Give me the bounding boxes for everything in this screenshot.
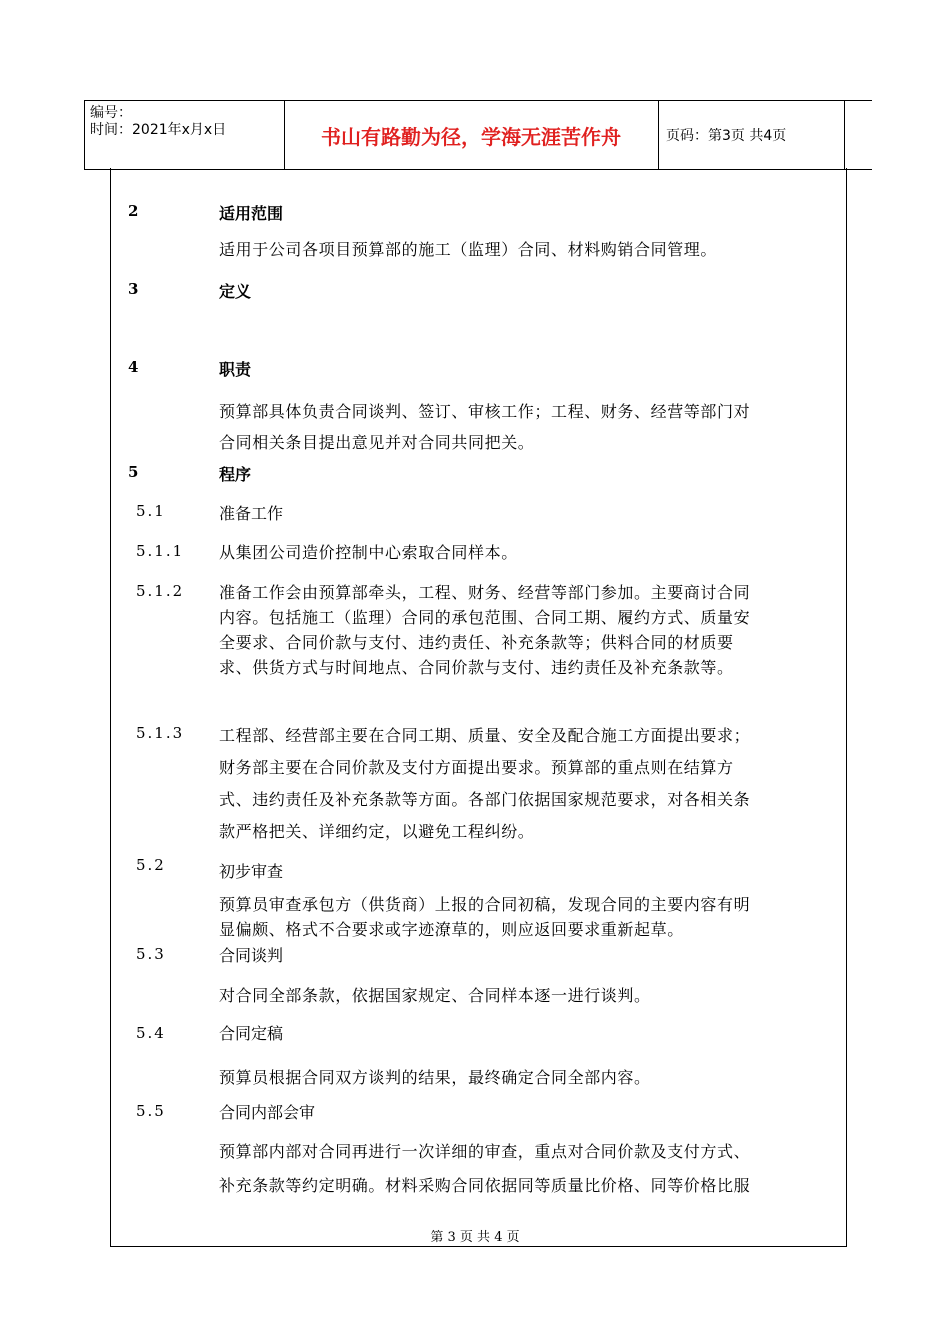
paragraph-line: 式、违约责任及补充条款等方面。各部门依据国家规范要求，对各相关条 — [219, 790, 751, 809]
header-divider — [84, 101, 85, 169]
section-title: 适用范围 — [219, 204, 284, 223]
subsection-paragraph — [219, 580, 849, 680]
paragraph-line: 补充条款等约定明确。材料采购合同依据同等质量比价格、同等价格比服 — [219, 1176, 751, 1195]
subsection-number: 5.1 — [136, 502, 166, 520]
section-number: 3 — [128, 280, 139, 298]
paragraph-line: 内容。包括施工（监理）合同的承包范围、合同工期、履约方式、质量安 — [219, 608, 751, 627]
paragraph-line: 预算部内部对合同再进行一次详细的审查，重点对合同价款及支付方式、 — [219, 1142, 751, 1161]
section-paragraph — [219, 396, 849, 458]
subsection-number: 5.1.2 — [136, 582, 185, 600]
section-number: 2 — [128, 202, 139, 220]
page-footer: 第 3 页 共 4 页 — [430, 1230, 520, 1245]
paragraph-line: 预算员审查承包方（供货商）上报的合同初稿，发现合同的主要内容有明 — [219, 895, 751, 914]
subsection-title: 初步审查 — [219, 862, 284, 881]
subsection-paragraph — [219, 892, 849, 942]
subsection-title: 合同内部会审 — [219, 1103, 316, 1122]
paragraph-line: 准备工作会由预算部牵头，工程、财务、经营等部门参加。主要商讨合同 — [219, 583, 751, 602]
subsection-text: 从集团公司造价控制中心索取合同样本。 — [219, 543, 518, 562]
paragraph-line: 财务部主要在合同价款及支付方面提出要求。预算部的重点则在结算方 — [219, 758, 734, 777]
subsection-title: 准备工作 — [219, 504, 284, 523]
section-number: 4 — [128, 358, 139, 376]
subsection-text: 预算员根据合同双方谈判的结果，最终确定合同全部内容。 — [219, 1068, 651, 1087]
subsection-number: 5.1.3 — [136, 724, 185, 742]
paragraph-line: 显偏颇、格式不合要求或字迹潦草的，则应返回要求重新起草。 — [219, 920, 684, 939]
paragraph-line: 合同相关条目提出意见并对合同共同把关。 — [219, 433, 535, 452]
header-divider — [658, 101, 659, 169]
frame-bottom-border — [110, 1246, 847, 1247]
frame-left-border — [110, 168, 111, 1246]
section-text: 适用于公司各项目预算部的施工（监理）合同、材料购销合同管理。 — [219, 240, 718, 259]
subsection-title: 合同谈判 — [219, 946, 284, 965]
subsection-text: 对合同全部条款，依据国家规定、合同样本逐一进行谈判。 — [219, 986, 651, 1005]
document-number: 编号： — [90, 105, 132, 121]
subsection-number: 5.1.1 — [136, 542, 185, 560]
section-number: 5 — [128, 463, 139, 481]
subsection-paragraph — [219, 720, 849, 848]
paragraph-line: 款严格把关、详细约定，以避免工程纠纷。 — [219, 822, 535, 841]
section-title: 程序 — [219, 465, 252, 484]
subsection-number: 5.5 — [136, 1102, 166, 1120]
header-motto: 书山有路勤为径，学海无涯苦作舟 — [321, 124, 621, 149]
document-time: 时间：2021年x月x日 — [90, 122, 227, 138]
paragraph-line: 求、供货方式与时间地点、合同价款与支付、违约责任及补充条款等。 — [219, 658, 734, 677]
header-divider — [844, 101, 845, 169]
header-meta — [90, 105, 226, 139]
paragraph-line: 工程部、经营部主要在合同工期、质量、安全及配合施工方面提出要求； — [219, 726, 751, 745]
paragraph-line: 全要求、合同价款与支付、违约责任、补充条款等；供料合同的材质要 — [219, 633, 734, 652]
paragraph-line: 预算部具体负责合同谈判、签订、审核工作；工程、财务、经营等部门对 — [219, 402, 751, 421]
section-title: 定义 — [219, 282, 252, 301]
subsection-number: 5.2 — [136, 856, 166, 874]
subsection-number: 5.4 — [136, 1024, 166, 1042]
header-page-number: 页码：第3页 共4页 — [666, 128, 787, 144]
section-title: 职责 — [219, 360, 252, 379]
subsection-number: 5.3 — [136, 945, 166, 963]
subsection-paragraph — [219, 1135, 849, 1203]
page-header — [84, 100, 872, 170]
subsection-title: 合同定稿 — [219, 1024, 284, 1043]
